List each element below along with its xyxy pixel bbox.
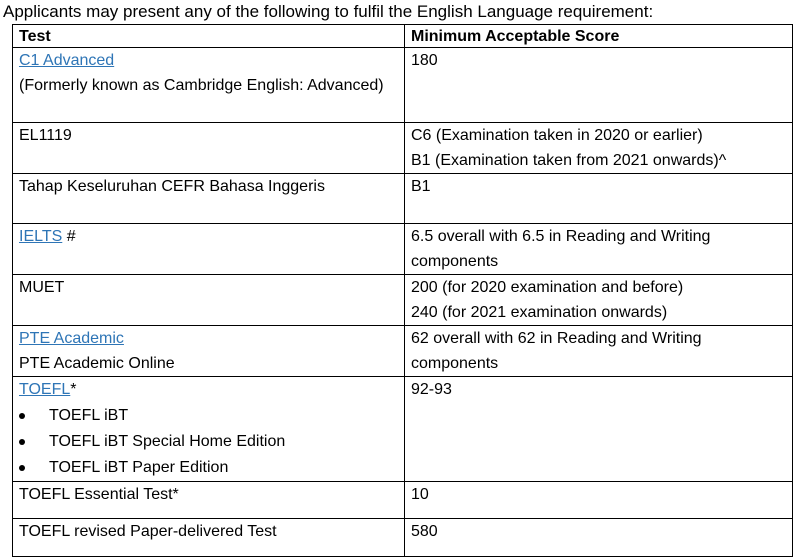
- header-row: [13, 25, 793, 48]
- muet-test: MUET: [19, 279, 65, 296]
- table-row: [13, 123, 793, 174]
- tahap-score: B1: [411, 178, 431, 195]
- score-cell: [405, 518, 793, 556]
- intro-text: Applicants may present any of the following to fulfil the English Language requirement:: [3, 2, 654, 21]
- test-cell: [13, 174, 405, 224]
- score-cell: [405, 377, 793, 482]
- toefl-paper-score: 580: [411, 522, 438, 540]
- test-cell: [13, 377, 405, 482]
- ielts-suffix: #: [62, 228, 76, 245]
- table-row: [13, 224, 793, 275]
- table-row: [13, 481, 793, 518]
- test-cell: [13, 326, 405, 377]
- test-cell: [13, 275, 405, 326]
- table-row: [13, 275, 793, 326]
- el1119-test: EL1119: [19, 127, 72, 144]
- el1119-score-2: B1 (Examination taken from 2021 onwards)^: [411, 151, 727, 169]
- c1-advanced-link[interactable]: C1 Advanced: [19, 52, 115, 69]
- test-cell: [13, 481, 405, 518]
- toefl-bullet-list: [19, 403, 398, 481]
- score-cell: [405, 224, 793, 275]
- list-item: TOEFL iBT: [19, 403, 398, 429]
- test-cell: [13, 123, 405, 174]
- table-row: [13, 518, 793, 556]
- tahap-test: Tahap Keseluruhan CEFR Bahasa Inggeris: [19, 178, 325, 195]
- toefl-suffix: *: [70, 381, 77, 398]
- toefl-paper-test: TOEFL revised Paper-delivered Test: [19, 522, 277, 540]
- requirements-table: [12, 24, 793, 557]
- pte-academic-link[interactable]: PTE Academic: [19, 330, 124, 347]
- muet-score-2: 240 (for 2021 examination onwards): [411, 303, 668, 321]
- toefl-essential-score: 10: [411, 485, 429, 503]
- test-cell: [13, 518, 405, 556]
- bullet-icon: [19, 413, 25, 419]
- el1119-score-1: C6 (Examination taken in 2020 or earlier): [411, 127, 703, 144]
- header-test: Test: [13, 25, 405, 48]
- ielts-score: 6.5 overall with 6.5 in Reading and Writing components: [411, 228, 711, 270]
- table-row: [13, 326, 793, 377]
- score-cell: [405, 48, 793, 123]
- score-cell: [405, 275, 793, 326]
- toefl-essential-test: TOEFL Essential Test*: [19, 485, 179, 503]
- toefl-link[interactable]: TOEFL: [19, 381, 71, 398]
- test-cell: [13, 48, 405, 123]
- bullet-icon: [19, 465, 25, 471]
- table-row: [13, 377, 793, 482]
- c1-advanced-score: 180: [411, 52, 438, 69]
- table-row: [13, 48, 793, 123]
- score-cell: [405, 123, 793, 174]
- ielts-link[interactable]: IELTS: [19, 228, 63, 245]
- c1-advanced-note: (Formerly known as Cambridge English: Advanced): [19, 76, 384, 94]
- pte-academic-online: PTE Academic Online: [19, 354, 175, 372]
- table-row: [13, 174, 793, 224]
- list-item: TOEFL iBT Paper Edition: [19, 455, 398, 481]
- pte-score: 62 overall with 62 in Reading and Writing components: [411, 330, 702, 372]
- score-cell: [405, 481, 793, 518]
- score-cell: [405, 326, 793, 377]
- test-cell: [13, 224, 405, 275]
- muet-score-1: 200 (for 2020 examination and before): [411, 279, 684, 296]
- toefl-score: 92-93: [411, 381, 452, 398]
- header-score: Minimum Acceptable Score: [405, 25, 793, 48]
- list-item: TOEFL iBT Special Home Edition: [19, 429, 398, 455]
- score-cell: [405, 174, 793, 224]
- bullet-icon: [19, 439, 25, 445]
